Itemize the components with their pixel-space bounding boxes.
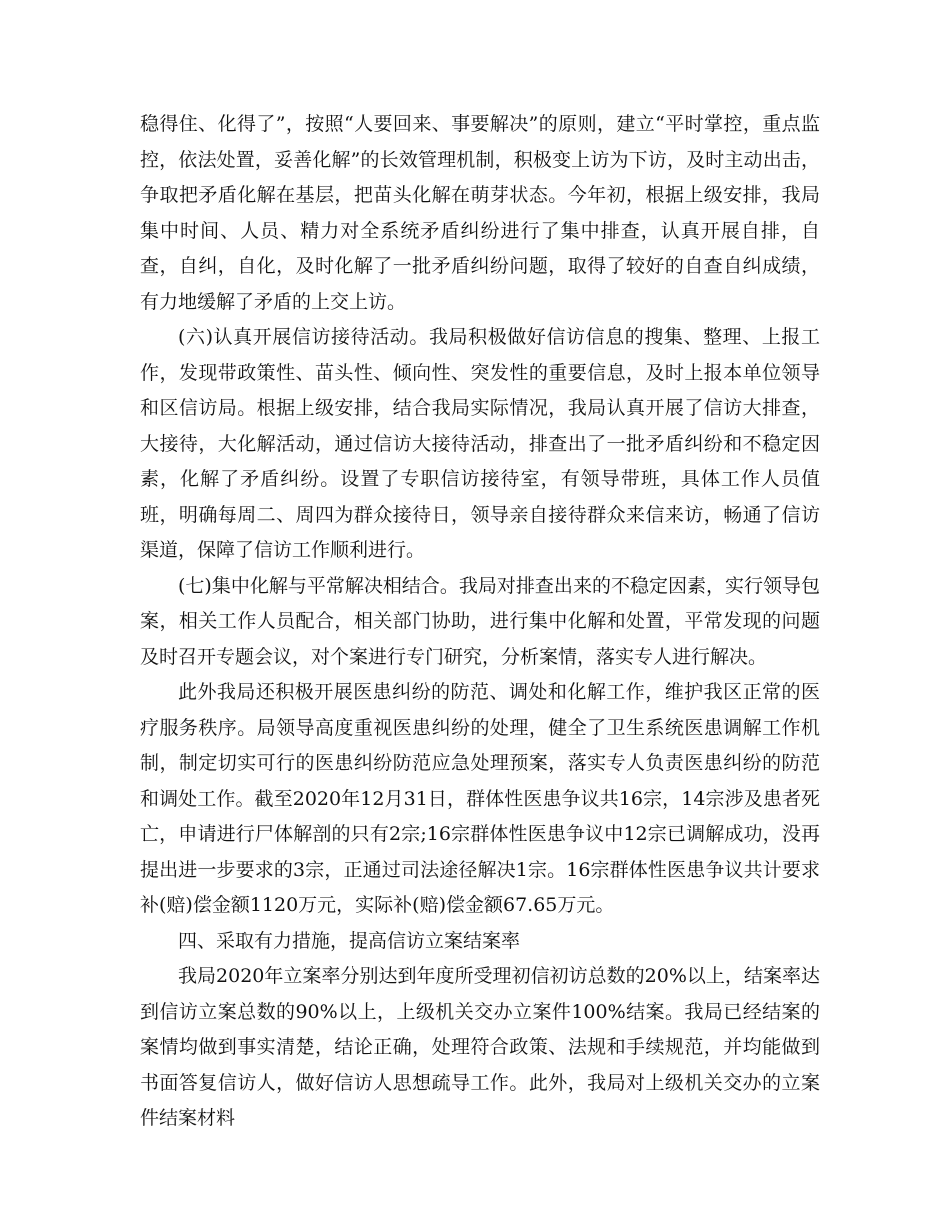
paragraph-centralized-resolution: (七)集中化解与平常解决相结合。我局对排查出来的不稳定因素，实行领导包案，相关工作人员配合，相关部门协助，进行集中化解和处置，平常发现的问题及时召开专题会议，对个案进行专门研究，分析案情，落实专人进行解决。 — [140, 574, 820, 668]
paragraph-petition-reception: (六)认真开展信访接待活动。我局积极做好信访信息的搜集、整理、上报工作，发现带政策性、苗头性、倾向性、突发性的重要信息，及时上报本单位领导和区信访局。根据上级安排，结合我局实际情况，我局认真开展了信访大排查，大接待，大化解活动，通过信访大接待活动，排查出了一批矛盾纠纷和不稳定因素，化解了矛盾纠纷。设置了专职信访接待室，有领导带班，具体工作人员值班，明确每周二、周四为群众接待日，领导亲自接待群众来信来访，畅通了信访渠道，保障了信访工作顺利进行。 — [140, 326, 820, 561]
paragraph-case-closure-rate: 我局2020年立案率分别达到年度所受理初信初访总数的20%以上，结案率达到信访立案总数的90%以上，上级机关交办立案件100%结案。我局已经结案的案情均做到事实清楚，结论正确，处理符合政策、法规和手续规范，并均能做到书面答复信访人，做好信访人思想疏导工作。此外，我局对上级机关交办的立案件结案材料 — [140, 965, 820, 1129]
paragraph-continuation: 稳得住、化得了”，按照“人要回来、事要解决”的原则，建立“平时掌控，重点监控，依法处置，妥善化解”的长效管理机制，积极变上访为下访，及时主动出击，争取把矛盾化解在基层，把苗头化解在萌芽状态。今年初，根据上级安排，我局集中时间、人员、精力对全系统矛盾纠纷进行了集中排查，认真开展自排，自查，自纠，自化，及时化解了一批矛盾纠纷问题，取得了较好的自查自纠成绩，有力地缓解了矛盾的上交上访。 — [140, 113, 820, 313]
document-body — [140, 107, 820, 1137]
section-heading: 四、采取有力措施，提高信访立案结案率 — [178, 929, 521, 952]
paragraph-medical-disputes: 此外我局还积极开展医患纠纷的防范、调处和化解工作，维护我区正常的医疗服务秩序。局领导高度重视医患纠纷的处理，健全了卫生系统医患调解工作机制，制定切实可行的医患纠纷防范应急处理预案，落实专人负责医患纠纷的防范和调处工作。截至2020年12月31日，群体性医患争议共16宗，14宗涉及患者死亡，申请进行尸体解剖的只有2宗;16宗群体性医患争议中12宗已调解成功，没再提出进一步要求的3宗，正通过司法途径解决1宗。16宗群体性医患争议共计要求补(赔)偿金额1120万元，实际补(赔)偿金额67.65万元。 — [140, 681, 820, 916]
